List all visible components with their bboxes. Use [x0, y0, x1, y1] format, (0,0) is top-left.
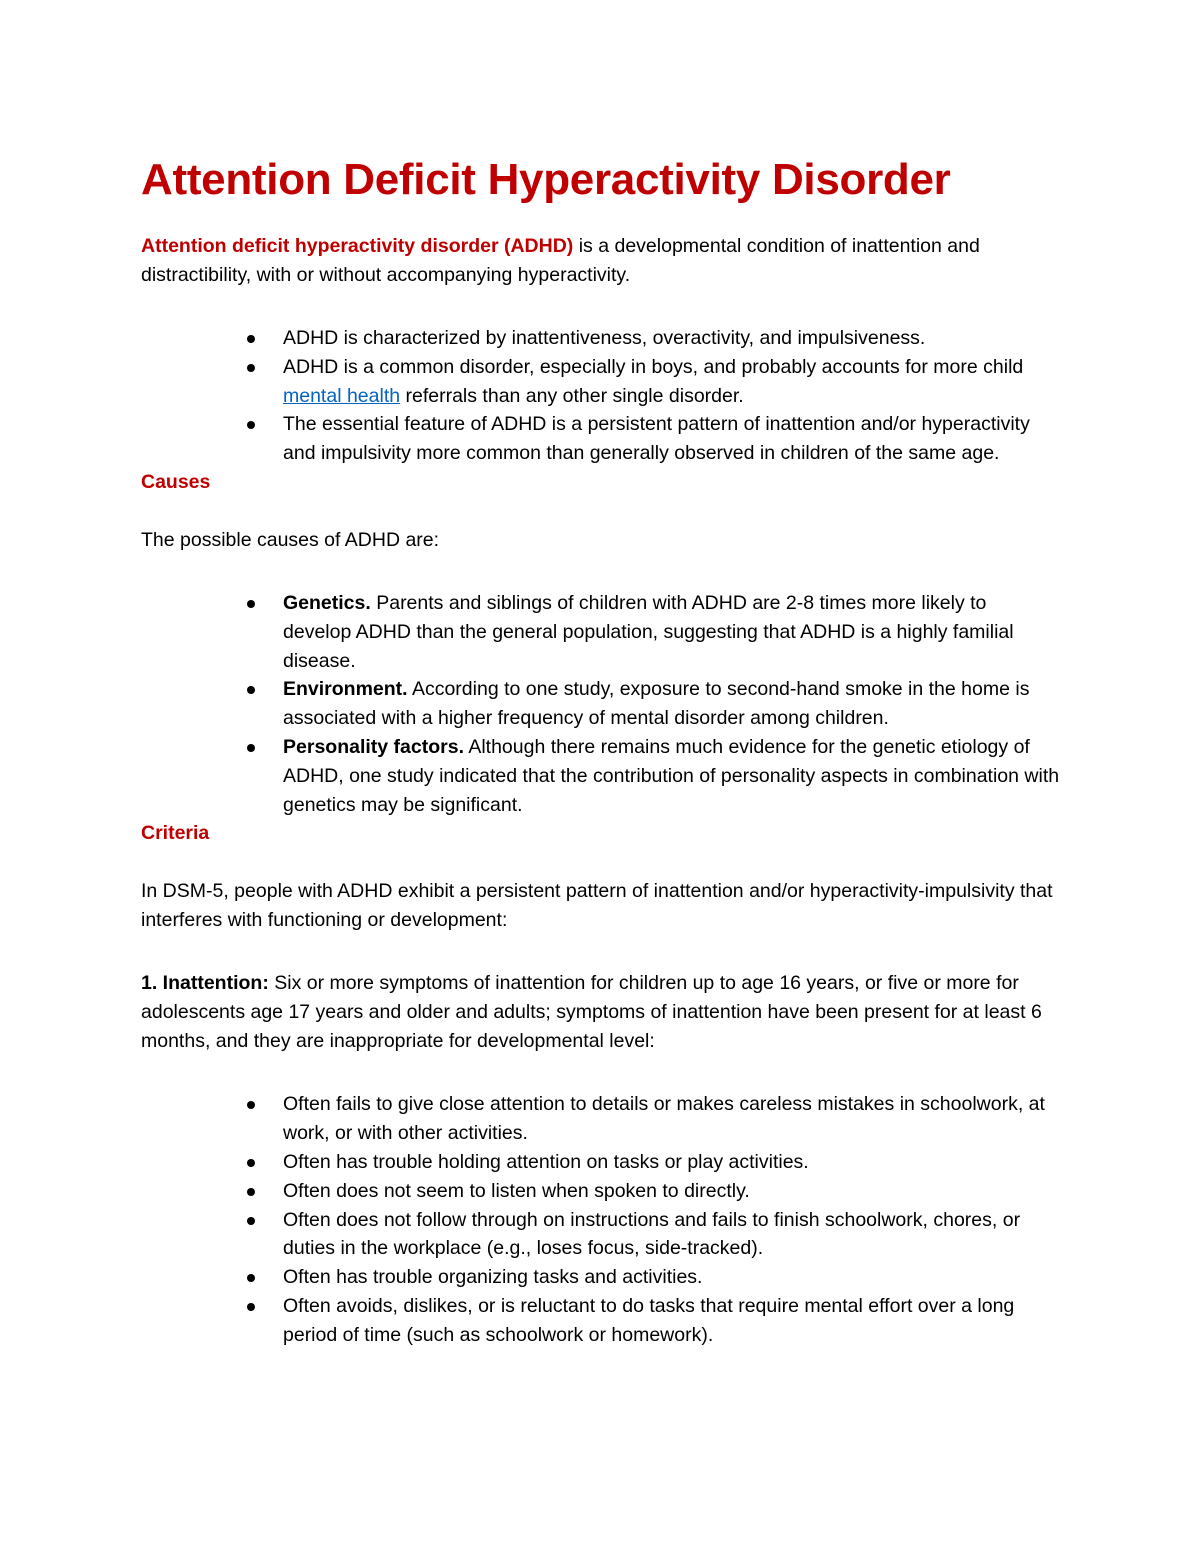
- bullet-text: According to one study, exposure to second-hand smoke in the home is associated with a higher frequency of mental disorder among children.: [283, 678, 1030, 730]
- overview-bullet-list: [141, 324, 1060, 468]
- bullet-text: referrals than any other single disorder.: [400, 384, 744, 407]
- bullet-text: ADHD is a common disorder, especially in boys, and probably accounts for more child: [283, 355, 1024, 378]
- intro-term: Attention deficit hyperactivity disorder (ADHD): [141, 235, 574, 257]
- list-item: Often has trouble organizing tasks and activities.: [283, 1263, 1060, 1292]
- bullet-lead: Environment.: [283, 678, 408, 701]
- list-item: [283, 733, 1060, 819]
- list-item: [283, 353, 1060, 411]
- causes-bullet-list: [141, 589, 1060, 819]
- spacer: [141, 1056, 1060, 1090]
- bullet-text: Parents and siblings of children with ADHD are 2-8 times more likely to develop ADHD than the general population, suggesting that ADHD is a highly familial disease.: [283, 591, 1014, 672]
- bullet-lead: Personality factors.: [283, 735, 464, 758]
- list-item: Often avoids, dislikes, or is reluctant to do tasks that require mental effort over a long period of time (such as schoolwork or homework).: [283, 1292, 1060, 1350]
- document-title: Attention Deficit Hyperactivity Disorder: [141, 155, 951, 204]
- inattention-bullet-list: [141, 1090, 1060, 1349]
- list-item: [283, 675, 1060, 733]
- list-item: [283, 410, 1060, 468]
- list-item: [283, 589, 1060, 675]
- causes-heading: Causes: [141, 470, 211, 493]
- mental-health-link[interactable]: mental health: [283, 384, 401, 407]
- intro-text: is a developmental condition of inattention and distractibility, with or without accompanying hyperactivity.: [141, 235, 980, 286]
- inattention-text: Six or more symptoms of inattention for children up to age 16 years, or five or more for adolescents age 17 years and older and adults; symptoms of inattention have been present for at least 6 months, and they are inappropriate for developmental level:: [141, 972, 1042, 1053]
- list-item: Often has trouble holding attention on tasks or play activities.: [283, 1148, 1060, 1177]
- intro-paragraph: [141, 232, 1060, 290]
- spacer: [141, 497, 1060, 526]
- causes-intro: The possible causes of ADHD are:: [141, 528, 440, 551]
- bullet-lead: Genetics.: [283, 591, 371, 614]
- list-item: Often does not follow through on instructions and fails to finish schoolwork, chores, or duties in the workplace (e.g., loses focus, side-tracked).: [283, 1206, 1060, 1264]
- list-item: [283, 324, 1060, 353]
- inattention-paragraph: [141, 969, 1060, 1056]
- spacer: [141, 555, 1060, 589]
- list-item: Often fails to give close attention to details or makes careless mistakes in schoolwork, at work, or with other activities.: [283, 1090, 1060, 1148]
- criteria-intro: In DSM-5, people with ADHD exhibit a persistent pattern of inattention and/or hyperactivity-impulsivity that interferes with functioning or development:: [141, 880, 1053, 932]
- criteria-heading: Criteria: [141, 822, 210, 845]
- spacer: [141, 935, 1060, 969]
- bullet-text: Although there remains much evidence for the genetic etiology of ADHD, one study indicated that the contribution of personality aspects in combination with genetics may be significant.: [283, 735, 1060, 816]
- bullet-text: ADHD is characterized by inattentiveness, overactivity, and impulsiveness.: [283, 327, 926, 349]
- spacer: [141, 290, 1060, 324]
- inattention-lead: 1. Inattention:: [141, 972, 269, 995]
- list-item: Often does not seem to listen when spoken to directly.: [283, 1177, 1060, 1206]
- bullet-text: The essential feature of ADHD is a persistent pattern of inattention and/or hyperactivity and impulsivity more common than generally observed in children of the same age.: [283, 413, 1030, 465]
- spacer: [141, 848, 1060, 877]
